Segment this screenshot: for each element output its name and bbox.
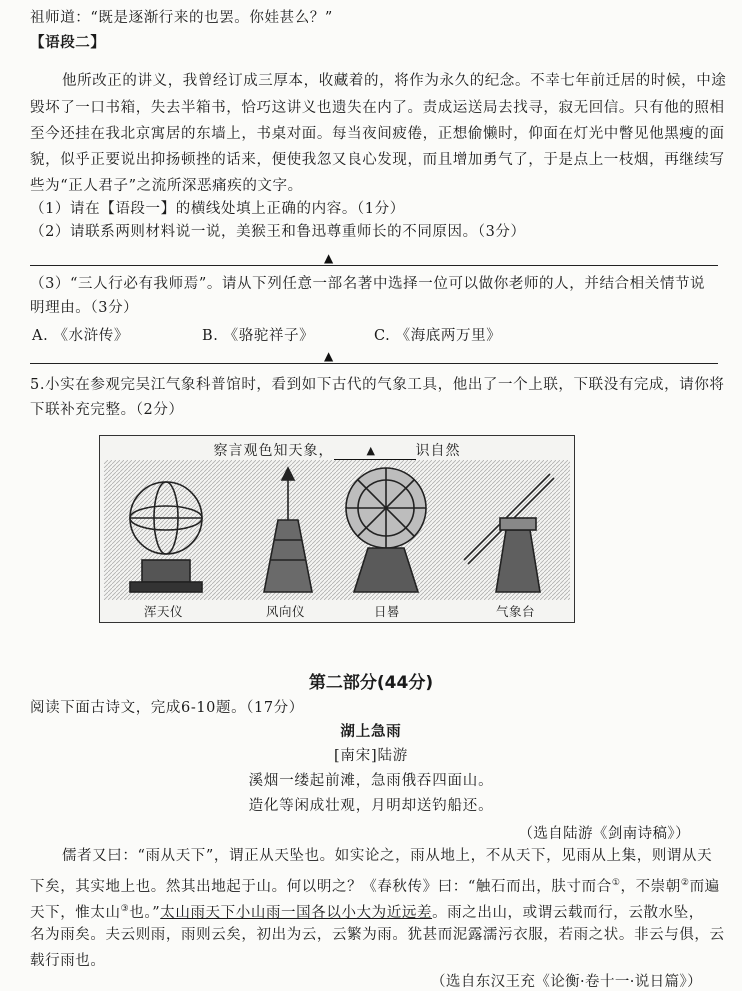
question-5: 5.小实在参观完吴江气象科普馆时，看到如下古代的气象工具，他出了一个上联，下联没有完成，请你将 bbox=[30, 377, 725, 393]
poem-author: [南宋]陆游 bbox=[333, 748, 409, 764]
poem-line: 造化等闲成壮观，月明却送钓船还。 bbox=[248, 798, 494, 814]
prose-line: 下矣，其实地上也。然其出地起于山。何以明之？《春秋传》曰：“触石而出，肤寸而合①，不崇朝②而遍 bbox=[30, 878, 720, 895]
couplet-tail: 识自然 bbox=[415, 443, 461, 459]
weather-instruments-figure bbox=[99, 435, 575, 623]
paragraph-line: 些为“正人君子”之流所深恶痛疾的文字。 bbox=[30, 178, 303, 194]
answer-marker: ▲ bbox=[324, 349, 334, 363]
figure-label: 日晷 bbox=[374, 604, 401, 619]
figure-label: 气象台 bbox=[496, 604, 536, 619]
prose-text: 。雨之出山，或谓云载而行，云散水坠， bbox=[432, 904, 704, 921]
instruments-illustration bbox=[104, 460, 570, 600]
prose-line: 载行雨也。 bbox=[30, 953, 106, 969]
option-a: A. 《水浒传》 bbox=[32, 328, 129, 344]
option-b: B. 《骆驼祥子》 bbox=[202, 328, 315, 344]
figure-label: 风向仪 bbox=[266, 604, 306, 619]
underlined-sentence: 太山雨天下小山雨一国各以小大为近远差 bbox=[160, 904, 433, 921]
poem-line: 溪烟一缕起前滩，急雨俄吞四面山。 bbox=[248, 773, 494, 789]
prose-text: 下矣，其实地上也。然其出地起于山。何以明之？《春秋传》曰：“触石而出，肤寸而合 bbox=[30, 878, 612, 895]
figure-label: 浑天仪 bbox=[144, 604, 184, 619]
question-3: （3）“三人行必有我师焉”。请从下列任意一部名著中选择一位可以做你老师的人，并结合相关情节说 bbox=[30, 276, 706, 292]
figure-caption bbox=[100, 440, 574, 460]
question-5-cont: 下联补充完整。（2分） bbox=[30, 402, 184, 418]
answer-line[interactable] bbox=[30, 265, 718, 266]
paragraph-line: 他所改正的讲义，我曾经订成三厚本，收藏着的，将作为永久的纪念。不幸七年前迁居的时候，中途 bbox=[62, 73, 727, 89]
text-line: 祖师道：“既是逐渐行来的也罢。你娃甚么？” bbox=[30, 10, 333, 26]
poem-title: 湖上急雨 bbox=[340, 723, 402, 740]
answer-marker: ▲ bbox=[324, 251, 334, 265]
section-title: 第二部分(44分) bbox=[308, 673, 434, 693]
couplet-blank[interactable] bbox=[334, 443, 416, 460]
instruction: 阅读下面古诗文，完成6-10题。（17分） bbox=[30, 700, 304, 716]
paragraph-line: 貌，似乎正要说出抑扬顿挫的话来，便使我忽又良心发现，而且增加勇气了，于是点上一枝烟，再继续写 bbox=[30, 152, 725, 168]
question-3-cont: 明理由。（3分） bbox=[30, 300, 139, 316]
question-1: （1）请在【语段一】的横线处填上正确的内容。（1分） bbox=[30, 201, 405, 217]
prose-text: 天下，惟太山 bbox=[30, 904, 121, 921]
paragraph-line: 至今还挂在我北京寓居的东墙上，书桌对面。每当夜间疲倦，正想偷懒时，仰面在灯光中瞥见他黑瘦的面 bbox=[30, 126, 725, 142]
section-label: 【语段二】 bbox=[30, 34, 106, 51]
prose-line: 天下，惟太山③也。”太山雨天下小山雨一国各以小大为近远差。雨之出山，或谓云载而行，云散水坠， bbox=[30, 904, 704, 921]
option-c: C. 《海底两万里》 bbox=[374, 328, 502, 344]
prose-line: 名为雨矣。夫云则雨，雨则云矣，初出为云，云繁为雨。犹甚而泥露濡污衣服，若雨之状。非云与俱，云 bbox=[30, 927, 725, 943]
prose-source: （选自东汉王充《论衡·卷十一·说日篇》） bbox=[431, 974, 702, 990]
answer-marker: ▲ bbox=[366, 444, 376, 457]
prose-line: 儒者又曰：“雨从天下”，谓正从天坠也。如实论之，雨从地上，不从天下，见雨从上集，则谓从天 bbox=[62, 848, 713, 864]
poem-source: （选自陆游《剑南诗稿》） bbox=[518, 826, 690, 842]
question-2: （2）请联系两则材料说一说，美猴王和鲁迅尊重师长的不同原因。（3分） bbox=[30, 224, 526, 240]
paragraph-line: 毁坏了一口书箱，失去半箱书，恰巧这讲义也遗失在内了。责成运送局去找寻，寂无回信。只有他的照相 bbox=[30, 100, 725, 116]
couplet-first-half: 察言观色知天象， bbox=[213, 443, 334, 459]
answer-line[interactable] bbox=[30, 363, 718, 364]
